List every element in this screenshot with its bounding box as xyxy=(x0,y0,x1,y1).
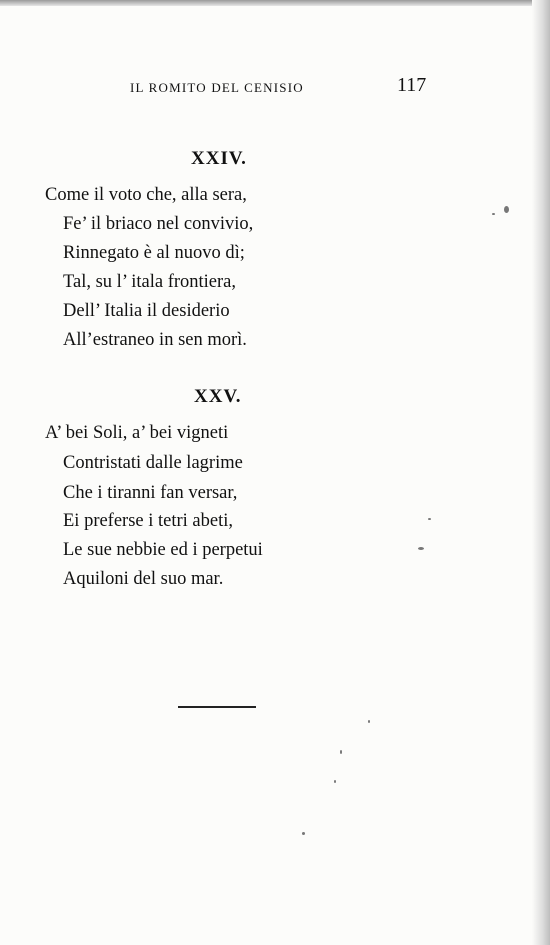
verse-line: Come il voto che, alla sera, xyxy=(45,185,247,205)
page-top-edge-shadow xyxy=(0,0,550,6)
verse-line: Aquiloni del suo mar. xyxy=(63,569,224,589)
verse-line: All’estraneo in sen morì. xyxy=(63,330,247,350)
verse-line: Rinnegato è al nuovo dì; xyxy=(63,243,245,263)
end-rule xyxy=(178,706,256,708)
verse-line: Dell’ Italia il desiderio xyxy=(63,301,230,321)
scan-speck xyxy=(340,750,342,754)
scan-speck xyxy=(368,720,370,723)
page-right-edge-shadow xyxy=(532,0,550,945)
scan-speck xyxy=(418,547,424,550)
verse-line: A’ bei Soli, a’ bei vigneti xyxy=(45,423,229,443)
stanza-number-xxiv: XXIV. xyxy=(191,148,247,169)
page-number: 117 xyxy=(397,74,427,96)
verse-line: Fe’ il briaco nel convivio, xyxy=(63,214,254,234)
verse-line: Tal, su l’ itala frontiera, xyxy=(63,272,237,292)
verse-line: Contristati dalle lagrime xyxy=(63,453,243,473)
scan-speck xyxy=(428,518,431,520)
stanza-number-xxv: XXV. xyxy=(194,386,242,407)
scan-speck xyxy=(492,213,495,215)
verse-line: Che i tiranni fan versar, xyxy=(63,483,238,503)
verse-line: Ei preferse i tetri abeti, xyxy=(63,511,234,531)
scan-speck xyxy=(302,832,305,835)
scan-speck xyxy=(334,780,336,783)
scan-speck xyxy=(504,206,509,213)
verse-line: Le sue nebbie ed i perpetui xyxy=(63,540,263,560)
running-title: IL ROMITO DEL CENISIO xyxy=(130,80,304,95)
